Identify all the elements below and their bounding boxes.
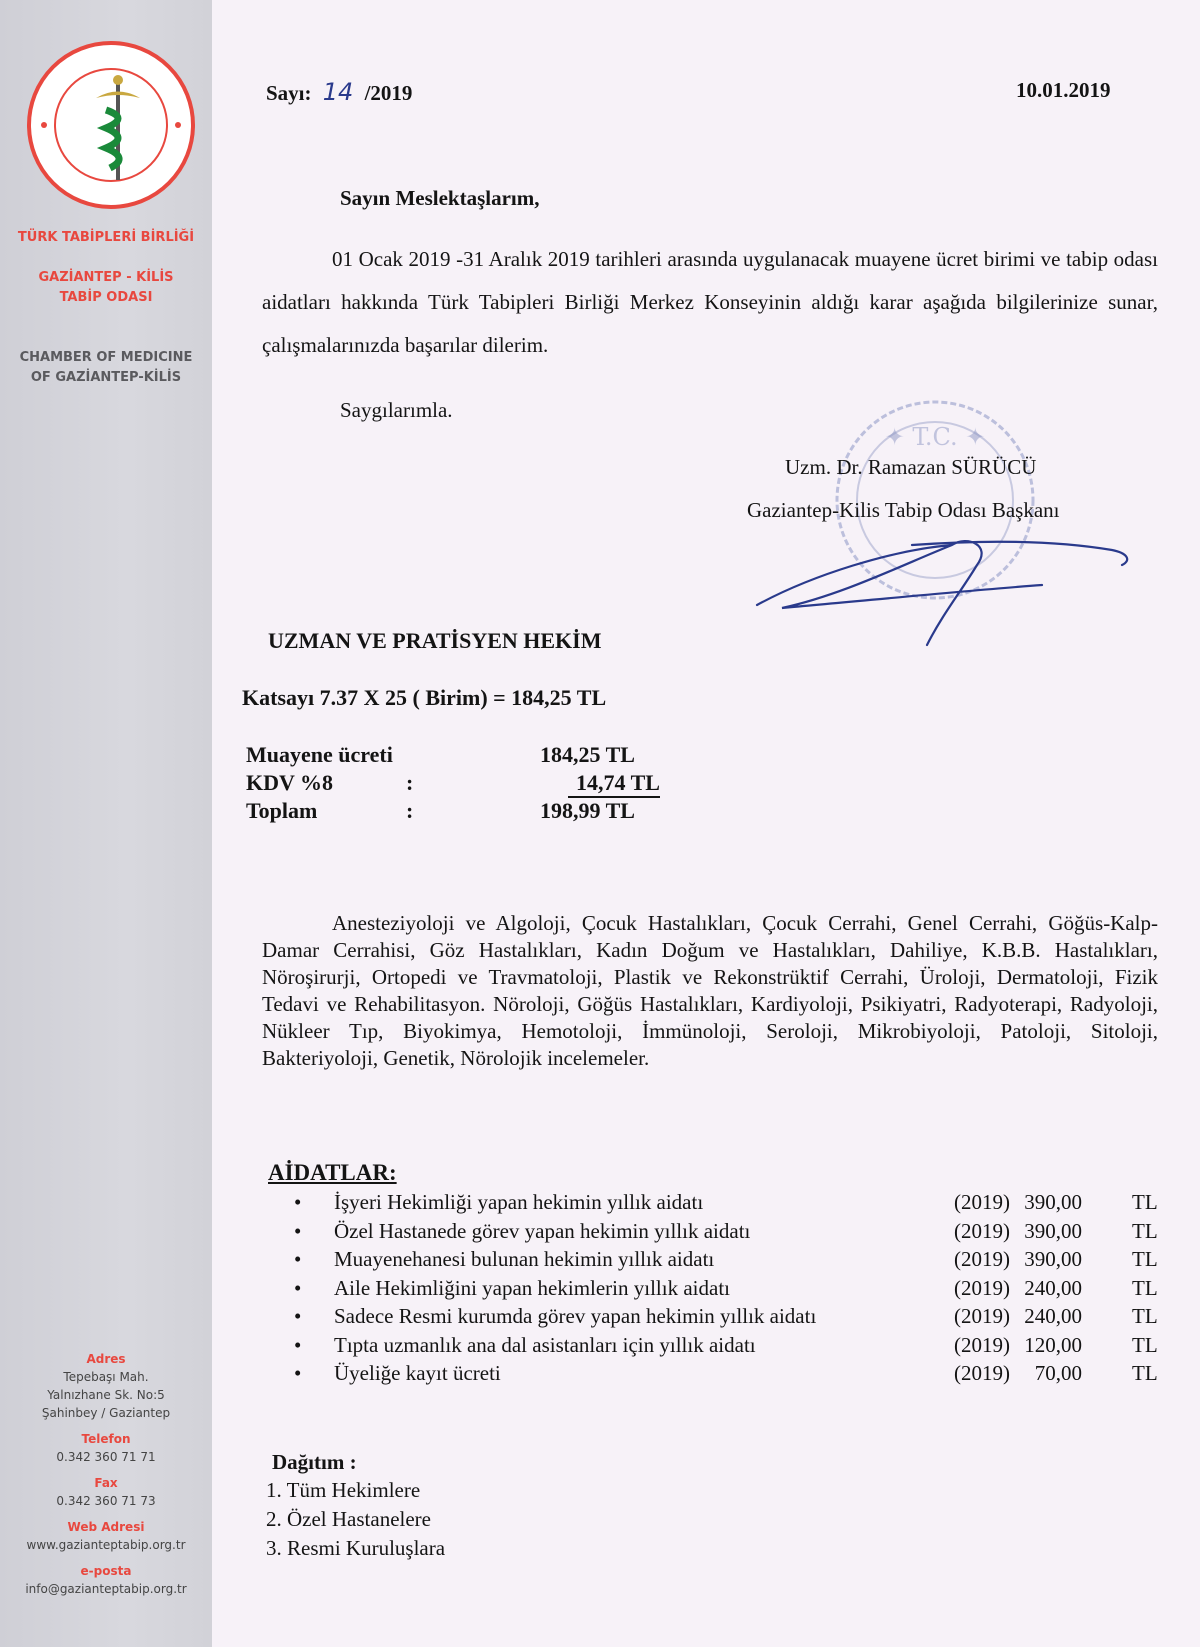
fee-heading: UZMAN VE PRATİSYEN HEKİM [268,628,602,653]
list-item [252,1219,1172,1247]
due-year: (2019) [954,1332,1010,1357]
bullet: • [294,1361,302,1385]
list-item [252,1276,1172,1304]
phone-label: Telefon [81,1432,131,1446]
due-amount: 70,00 [1034,1361,1082,1385]
chamber-name-line1: GAZİANTEP - KİLİS [38,270,174,285]
due-amount: 240,00 [1024,1275,1082,1300]
due-currency: TL [1132,1332,1158,1357]
salutation: Sayın Meslektaşlarım, [340,186,540,210]
fee-label: KDV %8 [246,770,333,795]
fee-label: Toplam [246,798,318,823]
due-currency: TL [1132,1304,1158,1328]
fax-number: 0.342 360 71 73 [56,1494,156,1508]
due-amount: 390,00 [1024,1218,1082,1243]
fee-row [246,798,866,826]
distribution-item: 1. Tüm Hekimlere [266,1478,421,1502]
dues-heading: AİDATLAR: [268,1160,397,1185]
specialties-paragraph: Anesteziyoloji ve Algoloji, Çocuk Hastalıkları, Çocuk Cerrahi, Genel Cerrahi, Göğüs-Kalp-Damar Cerrahisi, Göz Hastalıkları, Kadın Doğum ve Hastalıkları, Dahiliye, K.B.B. Hastalıkları, Nöroşirurji, Ortopedi ve Travmatoloji, Plastik ve Rekonstrüktif Cerrahi, Üroloji, Dermatoloji, Fizik Tedavi ve Rehabilitasyon. Nöroloji, Göğüs Hastalıkları, Kardiyoloji, Psikiyatri, Radyoterapi, Radyoloji, Nükleer Tıp, Biyokimya, Hemotoloji, İmmünoloji, Seroloji, Mikrobiyoloji, Patoloji, Sitoloji, Bakteriyoloji, Genetik, Nörolojik incelemeler. [262,911,1158,1070]
due-label: Özel Hastanede görev yapan hekimin yıllık aidatı [334,1218,751,1243]
bullet: • [294,1332,302,1357]
list-item [252,1361,1172,1389]
due-label: Tıpta uzmanlık ana dal asistanları için yıllık aidatı [334,1332,756,1357]
list-item [252,1304,1172,1332]
due-label: Üyeliğe kayıt ücreti [334,1361,501,1385]
fee-value: 198,99 TL [540,798,635,823]
phone-number: 0.342 360 71 71 [56,1450,156,1464]
document-date: 10.01.2019 [1016,78,1111,102]
fee-formula: Katsayı 7.37 X 25 ( Birim) = 184,25 TL [242,685,607,710]
web-address: www.gazianteptabip.org.tr [26,1538,186,1552]
due-year: (2019) [954,1361,1010,1385]
address-line: Şahinbey / Gaziantep [41,1406,171,1420]
address-label: Adres [86,1352,126,1366]
due-year: (2019) [954,1190,1010,1214]
caduceus-crescent-logo-icon [26,40,196,210]
due-label: Aile Hekimliğini yapan hekimlerin yıllık aidatı [334,1275,730,1300]
letter-paragraph: 01 Ocak 2019 -31 Aralık 2019 tarihleri arasında uygulanacak muayene ücret birimi ve tabip odası aidatları hakkında Türk Tabipleri Birliği Merkez Konseyinin aldığı karar aşağıda bilgilerinize sunar, çalışmalarınızda başarılar dilerim. [262,247,1158,357]
fee-value: 184,25 TL [540,742,635,767]
signer-name: Uzm. Dr. Ramazan SÜRÜCÜ [785,455,1037,479]
distribution-item: 3. Resmi Kuruluşlara [266,1536,446,1560]
address-line: Yalnızhane Sk. No:5 [47,1388,165,1402]
due-amount: 120,00 [1024,1332,1082,1357]
handwritten-number: 14 [322,78,354,106]
chamber-name-en-line2: OF GAZİANTEP-KİLİS [30,370,182,385]
due-amount: 390,00 [1024,1190,1082,1214]
due-year: (2019) [954,1218,1010,1243]
due-currency: TL [1132,1190,1158,1214]
fee-row [246,742,866,770]
number-suffix: /2019 [364,81,413,105]
due-label: Muayenehanesi bulunan hekimin yıllık aidatı [334,1247,715,1271]
org-name-tr: TÜRK TABİPLERİ BİRLİĞİ [17,230,195,245]
bullet: • [294,1218,302,1243]
bullet: • [294,1304,302,1328]
fax-label: Fax [94,1476,118,1490]
svg-text:✦ T.C. ✦: ✦ T.C. ✦ [884,423,986,451]
closing: Saygılarımla. [340,398,453,422]
letter-body [212,0,1200,1647]
due-label: Sadece Resmi kurumda görev yapan hekimin yıllık aidatı [334,1304,817,1328]
distribution-heading: Dağıtım : [272,1450,357,1474]
due-currency: TL [1132,1275,1158,1300]
address-line: Tepebaşı Mah. [63,1370,149,1384]
due-amount: 240,00 [1024,1304,1082,1328]
distribution-item: 2. Özel Hastanelere [266,1507,431,1531]
chamber-name-en-line1: CHAMBER OF MEDICINE [19,350,193,365]
number-prefix: Sayı: [266,81,312,105]
due-currency: TL [1132,1247,1158,1271]
email-address: info@gazianteptabip.org.tr [25,1582,187,1596]
list-item [252,1333,1172,1361]
chamber-name-line2: TABİP ODASI [59,290,153,305]
due-currency: TL [1132,1361,1158,1385]
fee-colon: : [406,770,414,795]
due-year: (2019) [954,1304,1010,1328]
list-item [252,1247,1172,1275]
bullet: • [294,1247,302,1271]
bullet: • [294,1190,302,1214]
bullet: • [294,1275,302,1300]
due-currency: TL [1132,1218,1158,1243]
due-label: İşyeri Hekimliği yapan hekimin yıllık aidatı [334,1190,704,1214]
list-item [252,1190,1172,1218]
contact-block [0,1350,212,1598]
due-year: (2019) [954,1275,1010,1300]
letterhead-sidebar [0,0,212,1647]
signature-icon [752,520,1132,650]
document-number [266,78,412,106]
web-label: Web Adresi [67,1520,145,1534]
due-amount: 390,00 [1024,1247,1082,1271]
fee-value: 14,74 TL [568,770,660,798]
email-label: e-posta [80,1564,132,1578]
fee-colon: : [406,798,414,823]
fee-label: Muayene ücreti [246,742,393,767]
due-year: (2019) [954,1247,1010,1271]
fee-row [246,770,866,798]
signer-title: Gaziantep-Kilis Tabip Odası Başkanı [747,498,1060,522]
